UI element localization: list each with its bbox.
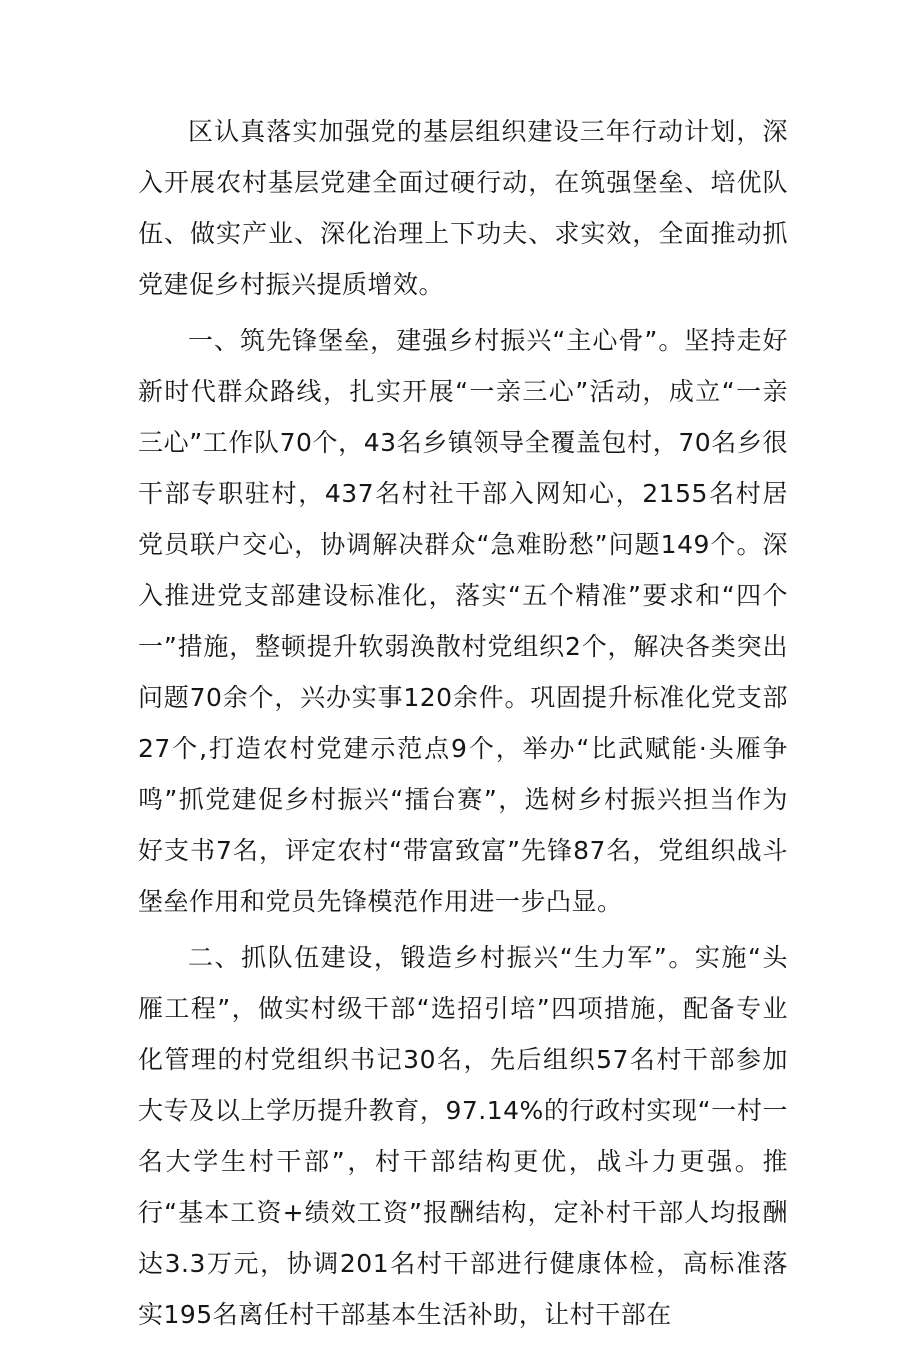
document-page <box>138 106 788 1345</box>
intro-paragraph: 区认真落实加强党的基层组织建设三年行动计划，深入开展农村基层党建全面过硬行动，在筑强堡垒、培优队伍、做实产业、深化治理上下功夫、求实效，全面推动抓党建促乡村振兴提质增效。 <box>138 117 788 299</box>
section-two-paragraph: 二、抓队伍建设，锻造乡村振兴“生力军”。实施“头雁工程”，做实村级干部“选招引培”四项措施，配备专业化管理的村党组织书记30名，先后组织57名村干部参加大专及以上学历提升教育，97.14%的行政村实现“一村一名大学生村干部”，村干部结构更优，战斗力更强。推行“基本工资+绩效工资”报酬结构，定补村干部人均报酬达3.3万元，协调201名村干部进行健康体检，高标准落实195名离任村干部基本生活补助，让村干部在 <box>138 943 788 1329</box>
section-one-paragraph: 一、筑先锋堡垒，建强乡村振兴“主心骨”。坚持走好新时代群众路线，扎实开展“一亲三心”活动，成立“一亲三心”工作队70个，43名乡镇领导全覆盖包村，70名乡很干部专职驻村，437名村社干部入网知心，2155名村居党员联户交心，协调解决群众“急难盼愁”问题149个。深入推进党支部建设标准化，落实“五个精准”要求和“四个一”措施，整顿提升软弱涣散村党组织2个，解决各类突出问题70余个，兴办实事120余件。巩固提升标准化党支部27个,打造农村党建示范点9个，举办“比武赋能·头雁争鸣”抓党建促乡村振兴“擂台赛”，选树乡村振兴担当作为好支书7名，评定农村“带富致富”先锋87名，党组织战斗堡垒作用和党员先锋模范作用进一步凸显。 <box>138 326 788 916</box>
